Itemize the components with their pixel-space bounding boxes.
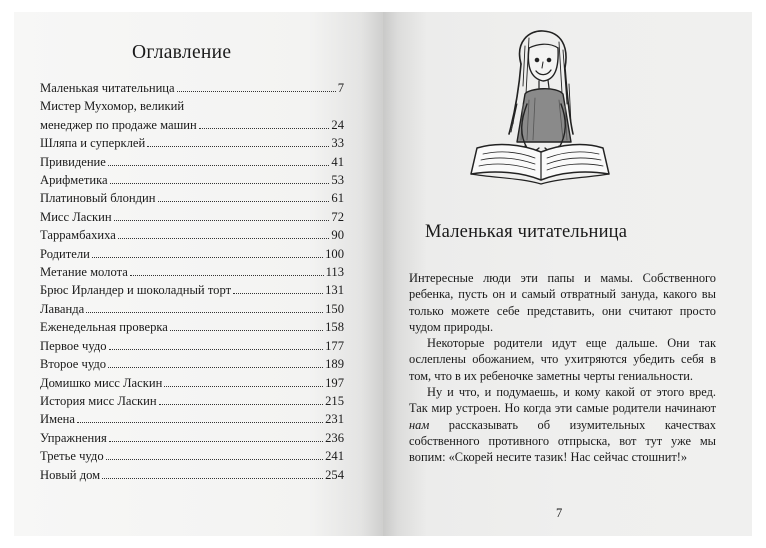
emphasized-word: нам [409,417,430,432]
toc-entry [40,374,344,392]
toc-entry-page: 150 [325,301,344,316]
toc-entry-page: 24 [331,117,344,132]
paragraph: Некоторые родители идут еще дальше. Они так ослеплены обожанием, что ухитряются убедить себя в том, что в их ребеночке заметны черты гениальности. [409,336,716,383]
toc-entry-title: Третье чудо [40,449,104,464]
chapter-body [409,270,716,466]
toc-entry [40,153,344,171]
toc-entry [40,466,344,484]
toc-entry-title: Упражнения [40,430,107,445]
dot-leader [109,441,323,442]
toc-entry [40,281,344,299]
toc-entry-title: Метание молота [40,265,128,280]
toc-entry-page: 7 [337,81,344,95]
toc-entry [40,171,344,189]
toc-entry-page: 61 [331,191,344,206]
paragraph-text: рассказывать об изумительных качествах собственного противного отпрыска, вот тут уже мы вопим: «Скорей несите тазик! Нас сейчас стошнит!» [409,417,716,465]
toc-entry [40,355,344,373]
girl-reading-book-illustration [463,24,613,194]
toc-entry-title: Мисс Ласкин [40,209,112,224]
dot-leader [164,386,323,387]
toc-entry [40,208,344,226]
toc-entry-title: Родители [40,246,90,261]
dot-leader [147,146,329,147]
toc-entry [40,410,344,428]
toc-entry-title: Маленькая читательница [40,81,175,95]
dot-leader [110,183,330,184]
toc-entry-page: 72 [331,209,344,224]
toc-entry-page: 189 [325,357,344,372]
toc-entry-page: 236 [325,430,344,445]
toc-entry-title: Еженедельная проверка [40,320,168,335]
toc-entry [40,318,344,336]
toc-entry-title: Таррамбахиха [40,228,116,243]
toc-entry-page: 231 [325,412,344,427]
toc-entry-title: История мисс Ласкин [40,393,157,408]
toc-entry-title: Брюс Ирландер и шоколадный торт [40,283,232,298]
toc-entry-page: 254 [325,467,344,482]
toc-entry [40,263,344,281]
dot-leader [118,238,330,239]
dot-leader [114,220,330,221]
toc-entry-title: Первое чудо [40,338,107,353]
toc-entry-page: 197 [325,375,344,390]
toc-entry-title: Новый дом [40,467,101,482]
toc-entry-page: 215 [325,393,344,408]
dot-leader [108,367,323,368]
table-of-contents [40,79,344,484]
toc-entry [40,134,344,152]
toc-entry-page: 33 [331,136,344,151]
dot-leader [199,128,330,129]
toc-entry-title: Привидение [40,154,106,169]
toc-entry-title: Лаванда [40,301,85,316]
toc-entry-title: Домишко мисс Ласкин [40,375,163,390]
toc-entry [40,226,344,244]
toc-entry-page: 158 [325,320,344,335]
toc-entry-page: 100 [325,246,344,261]
chapter-title: Маленькая читательница [425,222,628,242]
dot-leader [170,330,323,331]
toc-entry-page: 177 [325,338,344,353]
toc-entry-page: 131 [325,283,344,298]
toc-entry-page: 53 [331,173,344,188]
toc-entry [40,392,344,410]
dot-leader [77,422,323,423]
toc-entry [40,300,344,318]
paragraph-text: Ну и что, и подумаешь, и кому какой от этого вред. Так мир устроен. Но когда эти самые родители начинают [409,385,716,416]
toc-entry-page: 113 [325,265,344,280]
dot-leader [106,459,323,460]
paragraph: Интересные люди эти папы и мамы. Собственного ребенка, пусть он и самый отвратный зануда, какого вы только можете себе представить, они считают просто чудом природы. [409,271,716,334]
toc-entry-page: 41 [331,154,344,169]
toc-entry-title: Арифметика [40,173,108,188]
toc-entry [40,337,344,355]
dot-leader [130,275,324,276]
dot-leader [108,165,330,166]
toc-entry [40,97,344,134]
dot-leader [102,478,323,479]
dot-leader [177,91,336,92]
toc-title: Оглавление [132,42,232,63]
toc-entry [40,79,344,97]
toc-entry-page: 90 [331,228,344,243]
toc-entry-title: менеджер по продаже машин [40,117,197,132]
page-number: 7 [556,506,563,520]
left-page [14,12,383,536]
toc-entry-page: 241 [325,449,344,464]
toc-entry [40,245,344,263]
dot-leader [158,201,330,202]
dot-leader [86,312,323,313]
dot-leader [109,349,324,350]
toc-entry [40,447,344,465]
toc-entry-title: Шляпа и суперклей [40,136,146,151]
toc-entry-title: Второе чудо [40,357,107,372]
paragraph [409,384,716,465]
toc-entry-title: Платиновый блондин [40,191,156,206]
dot-leader [92,257,323,258]
toc-entry-title-line1: Мистер Мухомор, великий [40,99,185,114]
toc-entry [40,429,344,447]
toc-entry-title: Имена [40,412,75,427]
dot-leader [159,404,323,405]
toc-entry [40,189,344,207]
dot-leader [233,293,323,294]
